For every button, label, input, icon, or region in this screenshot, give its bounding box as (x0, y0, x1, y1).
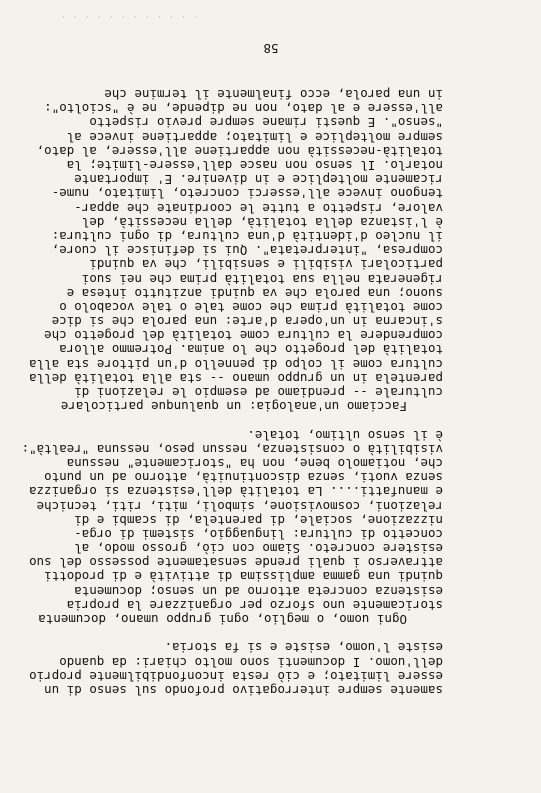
text-line: il nucleo d'identità d'una cultura, di ogni cultura: (51, 229, 443, 244)
text-line: che, notiamolo bene, non ha "storicamente" nessuna (66, 456, 443, 471)
paragraph-gap (33, 413, 443, 427)
text-line: relazioni, cosmovisione, simboli, miti, riti, tecniche (36, 498, 443, 514)
text-line: cultura come il colpo di pennello d'un pittore sta alla (29, 356, 443, 372)
text-line: storicamente uno sforzo per organizzare la propria (66, 597, 443, 613)
text-line: tengono invece all'esserci concreto, limitato, nume- (51, 186, 443, 202)
text-line: totalità del progetto che lo anima. Potremmo allora (59, 342, 443, 358)
text-line: ricamente molteplice e in divenire. E' importante (74, 172, 443, 188)
text-line: s'incarna in un'opera d'arte: una parola che si dice (51, 314, 443, 330)
text-line: quindi una gamma amplissima di attività e di prodotti (44, 569, 443, 585)
body-text (21, 87, 443, 698)
text-line: culturale -- prendiamo ad esempio le relazioni di (74, 385, 443, 401)
text-line: senza vuoti, senza discontinuità, attorno ad un punto (44, 470, 443, 486)
text-line: particolari visibili e sensibili, che va quindi (89, 257, 443, 273)
text-line: comprendere la cultura come totalità del progetto che (44, 328, 443, 344)
text-line: compresa, "interpretata". Qui si definisce il cuore, (51, 243, 443, 259)
text-line: Facciamo un'analogia: un qualunque particolare (60, 399, 407, 415)
text-line: esiste l'uomo, esiste e si fa storia. (164, 640, 443, 656)
paragraph-gap (33, 626, 443, 640)
page-number: 58 (263, 41, 279, 56)
text-line: concetto di cultura: linguaggio, sistemi di orga- (74, 526, 443, 542)
text-line: è il senso ultimo, totale. (247, 427, 443, 443)
text-line: visibilità o consistenza, nessun peso, nessuna "realtà": (21, 441, 443, 457)
text-line: esistenza concreta attorno ad un senso; documenta (74, 583, 443, 599)
text-line: sempre molteplice e limitato; appartiene invece al (66, 129, 443, 145)
text-line: esistere concreto. Siamo con ciò, grosso modo, al (74, 541, 443, 557)
text-line: come totalità prima che come tale o tale vocabolo o (59, 299, 443, 315)
text-line: totalità-necessità non appartiene all'essere, al dato, (36, 143, 443, 159)
text-line: e manufatti.... La totalità dell'esistenza si organizza (29, 484, 443, 500)
text-line: notarlo. Il senso non nasce dall'essere-limite; la (66, 158, 443, 174)
show-through-text: · · · · · · · · · · · · (60, 12, 199, 23)
text-line: dell'uomo. I documenti sono molto chiari: da quando (59, 654, 443, 670)
text-line: è l'istanza della totalità, della necessità, del (81, 214, 443, 230)
text-line: all'essere e al dato, non ne dipende, ne è "sciolto": (44, 101, 443, 117)
text-line: essere limitato; e ciò resta inconfondibilmente proprio (29, 668, 443, 684)
text-line: attraverso i quali prende sensatamente possesso del suo (29, 555, 443, 571)
text-line: nizzazione, sociale, di parentela, di scambi e di (74, 512, 443, 528)
text-line: Ogni uomo, o meglio, ogni gruppo umano, documenta (38, 612, 407, 628)
text-line: valore, rispetto a tutte le coordinate che appar- (74, 200, 443, 216)
text-line: "senso". E questi rimane sempre previo rispetto (89, 115, 443, 131)
text-line: parentela in un gruppo umano -- sta alla totalità della (29, 370, 443, 386)
text-line: rigenerata nella sua totalità prima che nei suoi (81, 271, 443, 287)
text-line: suono; una parola che va quindi anzitutto intesa e (66, 285, 443, 301)
text-line: samente sempre interrogativo profondo sul senso di un (44, 683, 443, 698)
text-line: in una parola, ecco finalmente il termine che (104, 87, 443, 103)
